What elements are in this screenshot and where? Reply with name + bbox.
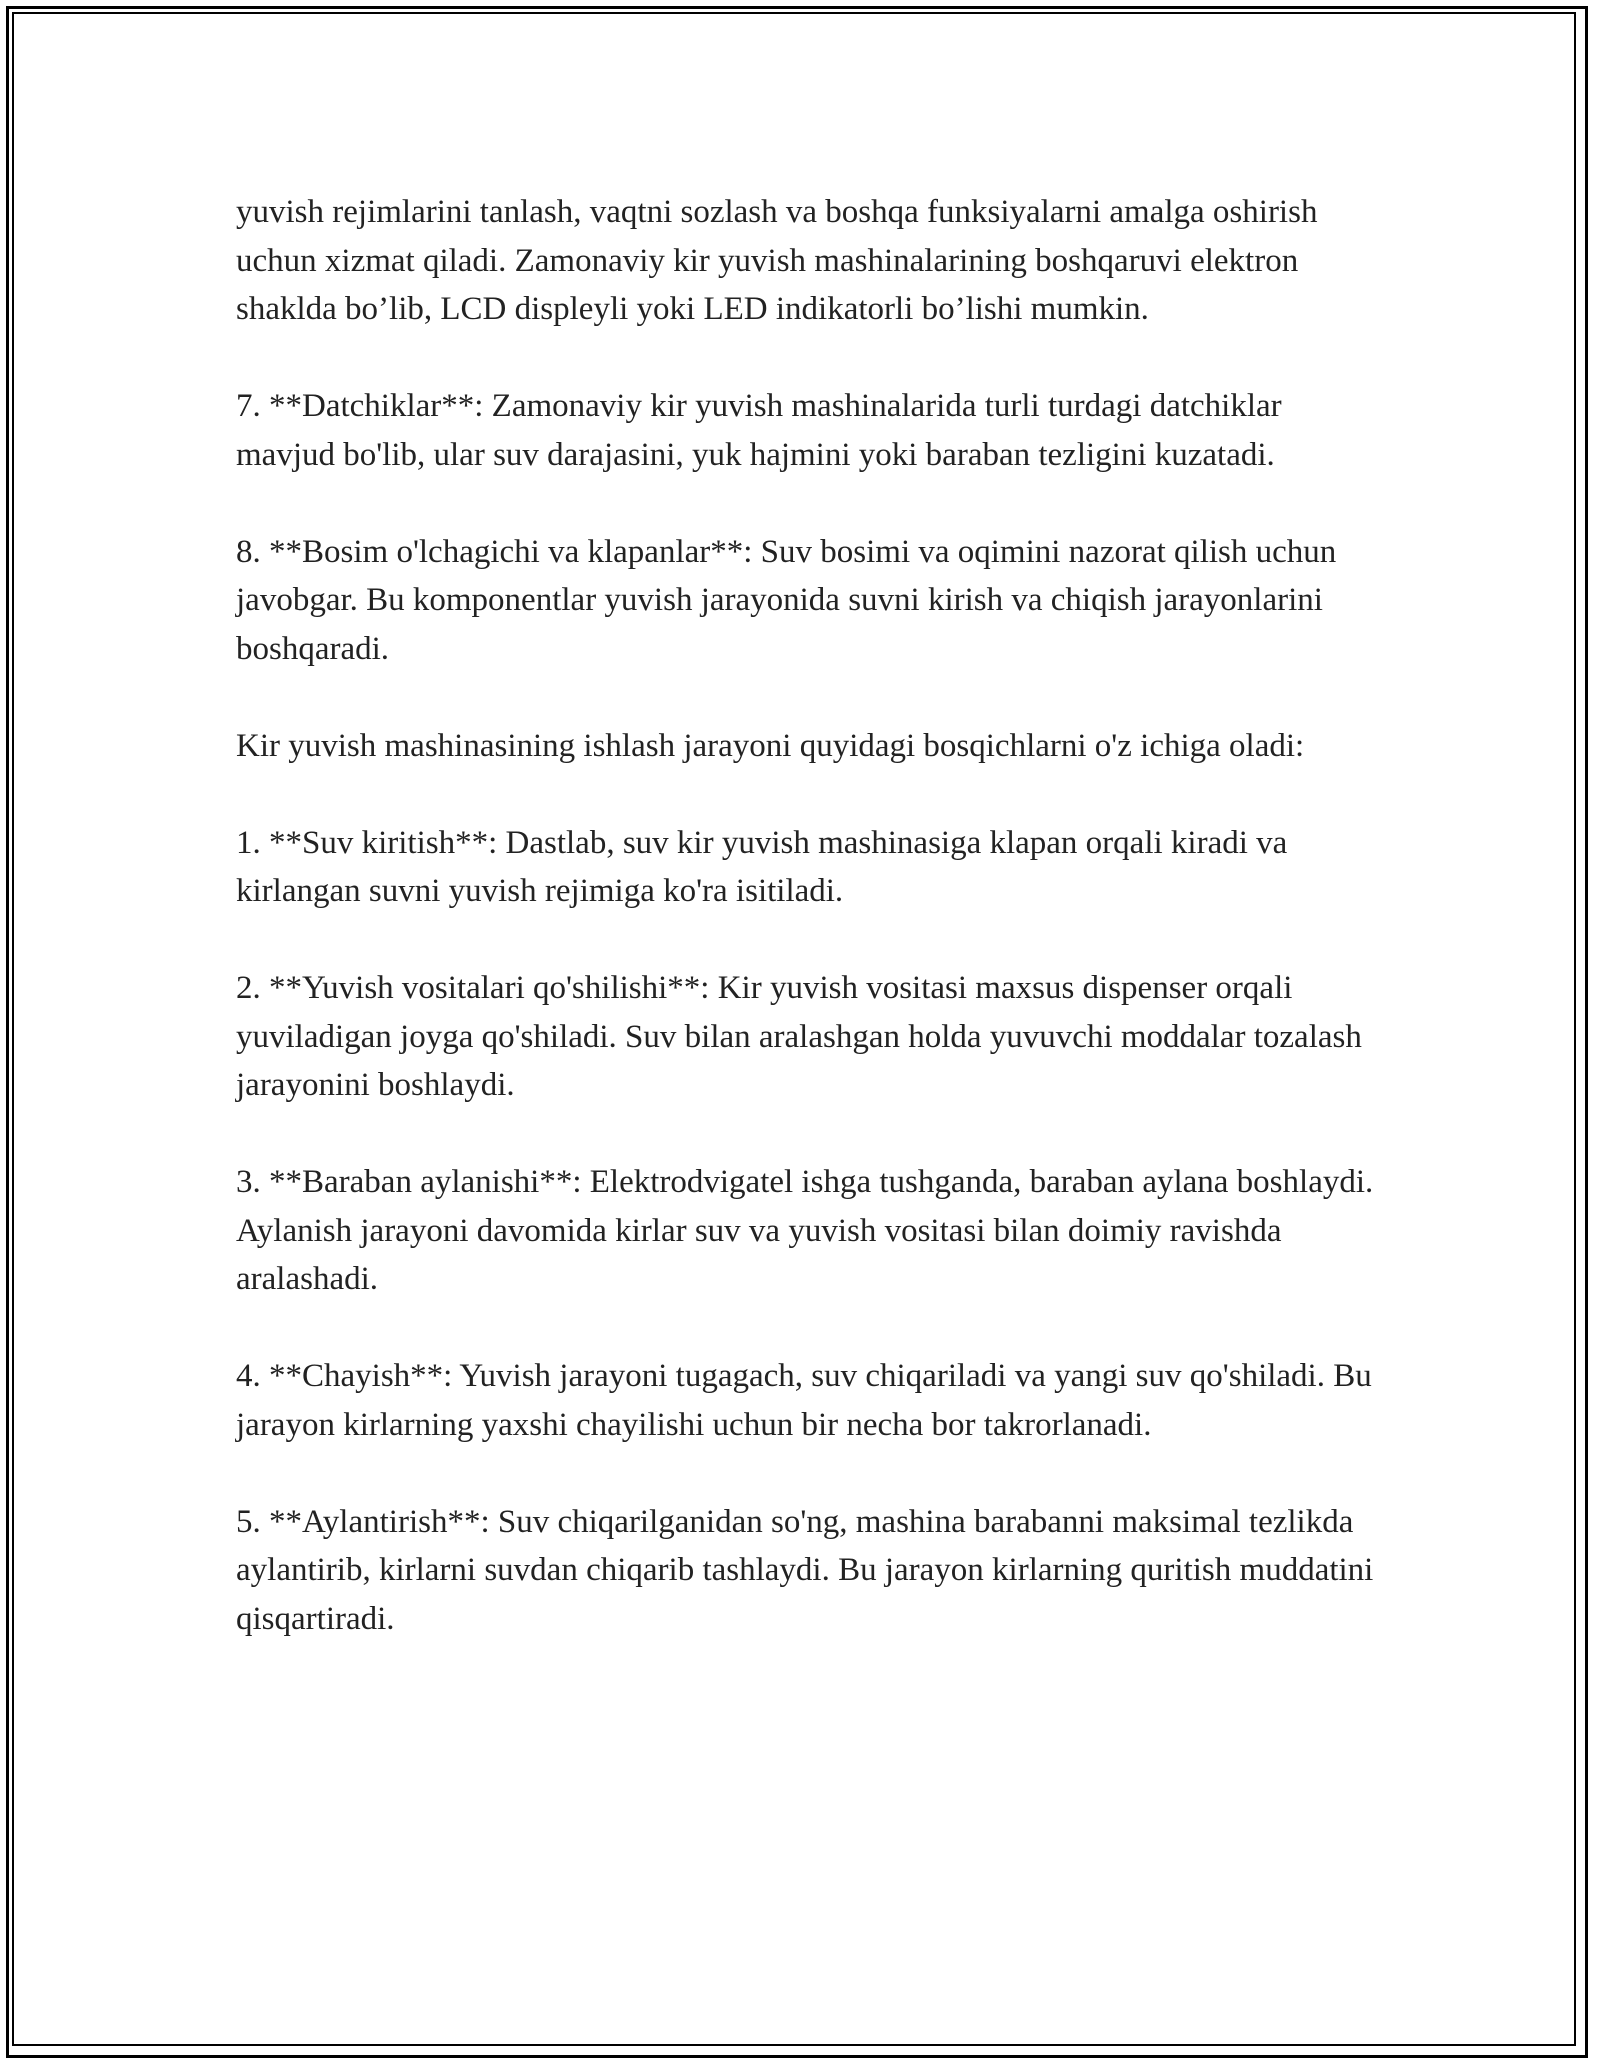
paragraph-process-intro: Kir yuvish mashinasining ishlash jarayoni quyidagi bosqichlarni o'z ichiga oladi: xyxy=(236,727,1305,764)
paragraph-detergent: 2. **Yuvish vositalari qo'shilishi**: Kir yuvish vositasi maxsus dispenser orqali yuviladigan joyga qo'shiladi. Suv bilan aralashgan holda yuvuvchi moddalar tozalash jarayonini boshlaydi. xyxy=(236,970,1362,1103)
paragraph-rinsing: 4. **Chayish**: Yuvish jarayoni tugagach, suv chiqariladi va yangi suv qo'shiladi. Bu jarayon kirlarning yaxshi chayilishi uchun bir necha bor takrorlanadi. xyxy=(236,1358,1372,1443)
paragraph-spinning: 5. **Aylantirish**: Suv chiqarilganidan so'ng, mashina barabanni maksimal tezlikda aylantirib, kirlarni suvdan chiqarib tashlaydi. Bu jarayon kirlarning quritish muddatini qisqartiradi. xyxy=(236,1503,1374,1637)
paragraph-drum-rotation: 3. **Baraban aylanishi**: Elektrodvigatel ishga tushganda, baraban aylana boshlaydi. Aylanish jarayoni davomida kirlar suv va yuvish vositasi bilan doimiy ravishda aralashadi. xyxy=(236,1164,1374,1297)
paragraph-water-intake: 1. **Suv kiritish**: Dastlab, suv kir yuvish mashinasiga klapan orqali kiradi va kirlangan suvni yuvish rejimiga ko'ra isitiladi. xyxy=(236,824,1288,909)
paragraph-control-panel: yuvish rejimlarini tanlash, vaqtni sozlash va boshqa funksiyalarni amalga oshirish uchun xizmat qiladi. Zamonaviy kir yuvish mashinalarining boshqaruvi elektron shaklda bo’lib, LCD displeyli yoki LED indikatorli bo’lishi mumkin. xyxy=(236,194,1318,327)
paragraph-pressure-valves: 8. **Bosim o'lchagichi va klapanlar**: Suv bosimi va oqimini nazorat qilish uchun javobgar. Bu komponentlar yuvish jarayonida suvni kirish va chiqish jarayonlarini boshqaradi. xyxy=(236,533,1337,667)
paragraph-sensors: 7. **Datchiklar**: Zamonaviy kir yuvish mashinalarida turli turdagi datchiklar mavjud bo'lib, ular suv darajasini, yuk hajmini yoki baraban tezligini kuzatadi. xyxy=(236,388,1282,473)
document-body xyxy=(236,188,1376,1643)
